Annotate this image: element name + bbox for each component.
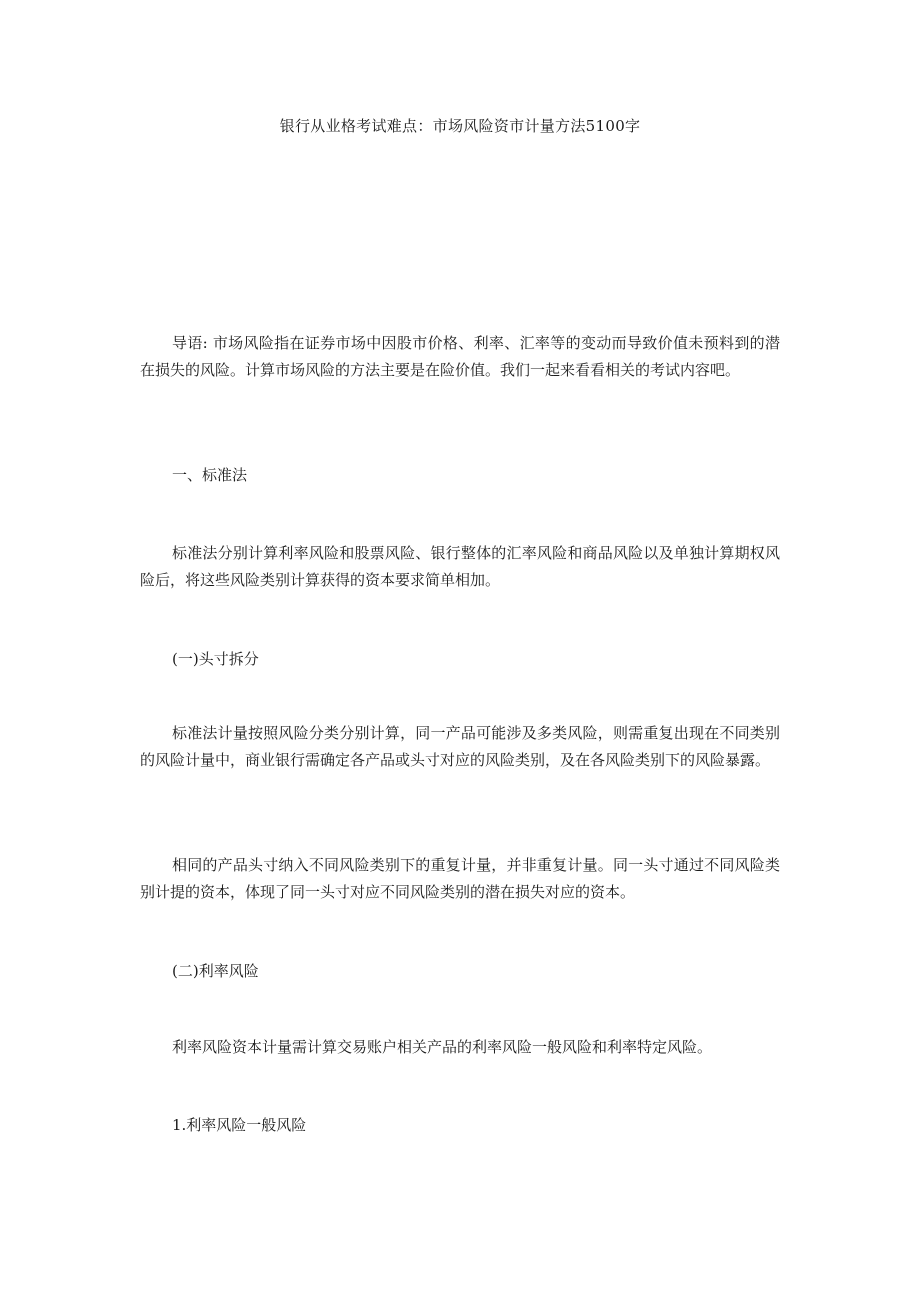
section-heading-standard-method: 一、标准法	[172, 466, 248, 484]
position-split-paragraph-2: 相同的产品头寸纳入不同风险类别下的重复计量，并非重复计量。同一头寸通过不同风险类别计提的资本，体现了同一头寸对应不同风险类别的潜在损失对应的资本。	[140, 856, 780, 901]
standard-method-paragraph: 标准法分别计算利率风险和股票风险、银行整体的汇率风险和商品风险以及单独计算期权风险后，将这些风险类别计算获得的资本要求简单相加。	[140, 544, 780, 589]
subsection-heading-position-split: (一)头寸拆分	[172, 650, 259, 668]
intro-paragraph: 导语: 市场风险指在证券市场中因股市价格、利率、汇率等的变动而导致价值未预料到的潜在损失的风险。计算市场风险的方法主要是在险价值。我们一起来看看相关的考试内容吧。	[140, 334, 780, 379]
position-split-paragraph-1: 标准法计量按照风险分类分别计算，同一产品可能涉及多类风险，则需重复出现在不同类别的风险计量中，商业银行需确定各产品或头寸对应的风险类别，及在各风险类别下的风险暴露。	[140, 724, 780, 769]
document-title: 银行从业格考试难点：市场风险资市计量方法5100字	[279, 117, 641, 135]
interest-rate-risk-paragraph: 利率风险资本计量需计算交易账户相关产品的利率风险一般风险和利率特定风险。	[172, 1038, 713, 1056]
subsection-heading-interest-rate-risk: (二)利率风险	[172, 962, 259, 980]
item-heading-general-interest-rate-risk: 1.利率风险一般风险	[172, 1116, 307, 1134]
